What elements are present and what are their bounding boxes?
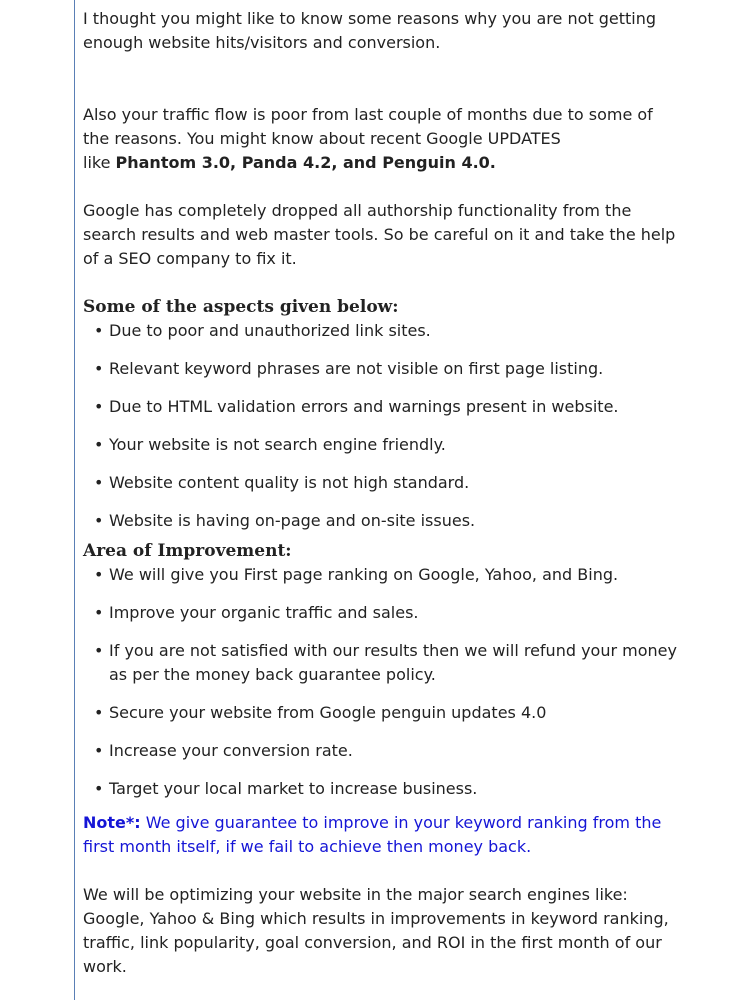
list-item: • Improve your organic traffic and sales. (109, 601, 683, 625)
closing-paragraph: We will be optimizing your website in the major search engines like: Google, Yahoo & Bing which results in improvements in keyword ranking, traffic, link popularity, goal conversion, and ROI in the first month of our work. (83, 885, 669, 976)
list-item: • Website content quality is not high standard. (109, 471, 683, 495)
list-item: • Secure your website from Google penguin updates 4.0 (109, 701, 683, 725)
list-item: • Relevant keyword phrases are not visible on first page listing. (109, 357, 683, 381)
guarantee-note (83, 811, 683, 859)
traffic-like-prefix: like (83, 153, 116, 172)
email-body (83, 7, 683, 979)
note-label: Note*: (83, 813, 141, 832)
google-updates-list: Phantom 3.0, Panda 4.2, and Penguin 4.0. (115, 153, 496, 172)
list-item: • Increase your conversion rate. (109, 739, 683, 763)
list-item: • We will give you First page ranking on Google, Yahoo, and Bing. (109, 563, 683, 587)
left-border-rule (74, 0, 75, 1000)
traffic-text: Also your traffic flow is poor from last couple of months due to some of the reasons. You might know about recent Google UPDATES (83, 105, 653, 148)
improvement-list (83, 563, 683, 801)
improvement-heading: Area of Improvement: (83, 541, 292, 561)
list-item: • If you are not satisfied with our results then we will refund your money as per the money back guarantee policy. (109, 639, 683, 687)
list-item: • Due to HTML validation errors and warnings present in website. (109, 395, 683, 419)
aspects-list (83, 319, 683, 533)
note-text: We give guarantee to improve in your keyword ranking from the first month itself, if we fail to achieve then money back. (83, 813, 662, 856)
aspects-heading: Some of the aspects given below: (83, 297, 399, 317)
traffic-paragraph (83, 103, 683, 175)
list-item: • Target your local market to increase business. (109, 777, 683, 801)
list-item: • Due to poor and unauthorized link sites. (109, 319, 683, 343)
list-item: • Website is having on-page and on-site issues. (109, 509, 683, 533)
list-item: • Your website is not search engine friendly. (109, 433, 683, 457)
authorship-paragraph: Google has completely dropped all authorship functionality from the search results and web master tools. So be careful on it and take the help of a SEO company to fix it. (83, 201, 676, 268)
intro-paragraph: I thought you might like to know some reasons why you are not getting enough website hits/visitors and conversion. (83, 9, 657, 52)
